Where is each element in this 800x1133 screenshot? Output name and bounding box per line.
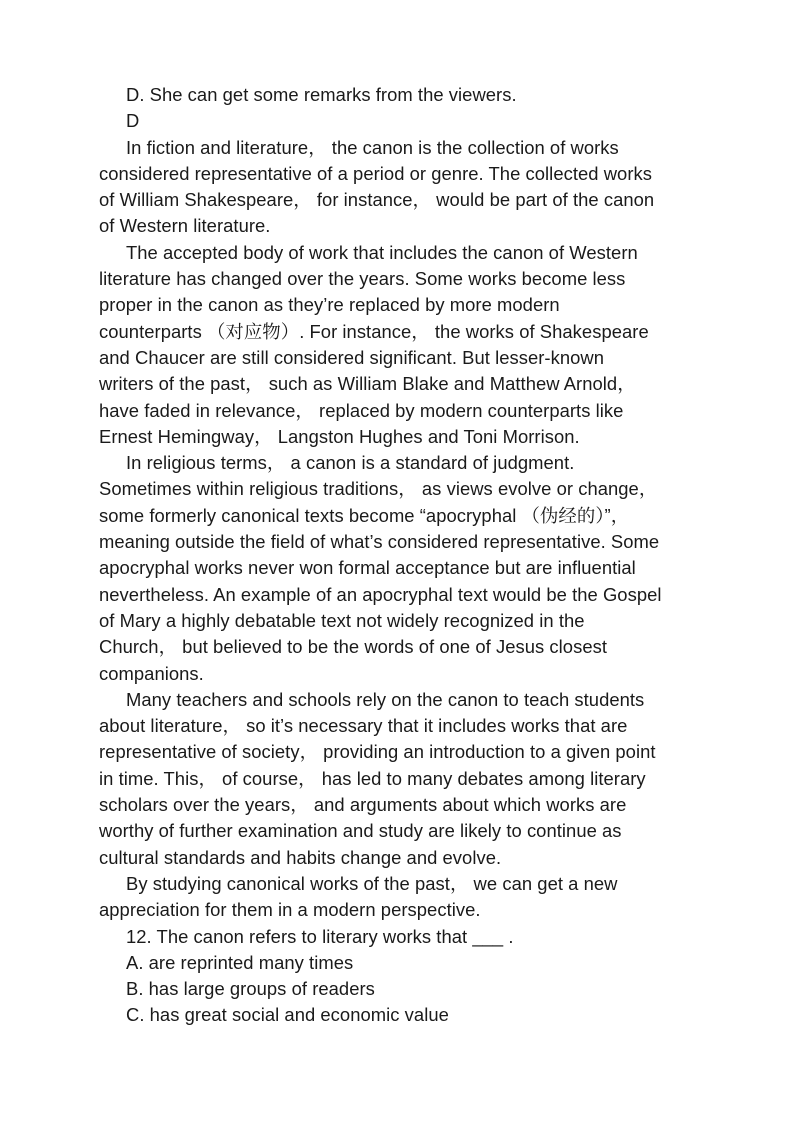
paragraph-line: proper in the canon as they’re replaced by more modern bbox=[99, 294, 560, 316]
paragraph-line: counterparts （对应物）. For instance， the works of Shakespeare bbox=[99, 320, 649, 342]
question-12 bbox=[99, 924, 705, 1029]
paragraph-line: in time. This， of course， has led to many debates among literary bbox=[99, 767, 646, 789]
paragraph-2 bbox=[99, 240, 705, 450]
paragraph-line: Sometimes within religious traditions， as views evolve or change， bbox=[99, 478, 658, 500]
paragraph-line: apocryphal works never won formal acceptance but are influential bbox=[99, 557, 636, 579]
paragraph-line: literature has changed over the years. Some works become less bbox=[99, 268, 626, 290]
paragraph-line: of Western literature. bbox=[99, 215, 271, 237]
paragraph-line: appreciation for them in a modern perspective. bbox=[99, 899, 481, 921]
paragraph-4 bbox=[99, 687, 705, 871]
paragraph-line: Church， but believed to be the words of one of Jesus closest bbox=[99, 636, 608, 658]
paragraph-line: In fiction and literature， the canon is the collection of works bbox=[126, 136, 619, 158]
paragraph-line: of Mary a highly debatable text not widely recognized in the bbox=[99, 609, 585, 631]
paragraph-3 bbox=[99, 450, 705, 687]
paragraph-line: scholars over the years， and arguments about which works are bbox=[99, 794, 627, 816]
question-option-b: B. has large groups of readers bbox=[126, 978, 375, 1000]
document-page bbox=[99, 82, 705, 1029]
paragraph-line: By studying canonical works of the past， we can get a new bbox=[126, 872, 618, 894]
paragraph-line: considered representative of a period or genre. The collected works bbox=[99, 162, 652, 184]
question-option-a: A. are reprinted many times bbox=[126, 951, 354, 973]
question-stem: 12. The canon refers to literary works that ___ . bbox=[126, 925, 514, 947]
paragraph-line: The accepted body of work that includes the canon of Western bbox=[126, 241, 638, 263]
paragraph-line: worthy of further examination and study are likely to continue as bbox=[99, 820, 622, 842]
paragraph-line: In religious terms， a canon is a standard of judgment. bbox=[126, 452, 575, 474]
paragraph-line: some formerly canonical texts become “apocryphal （伪经的）”， bbox=[99, 504, 630, 526]
paragraph-line: of William Shakespeare， for instance， would be part of the canon bbox=[99, 189, 655, 211]
paragraph-line: cultural standards and habits change and evolve. bbox=[99, 846, 502, 868]
paragraph-line: Many teachers and schools rely on the canon to teach students bbox=[126, 688, 645, 710]
paragraph-line: writers of the past， such as William Blake and Matthew Arnold， bbox=[99, 373, 636, 395]
paragraph-line: companions. bbox=[99, 662, 204, 684]
paragraph-1 bbox=[99, 135, 705, 240]
paragraph-line: and Chaucer are still considered significant. But lesser-known bbox=[99, 346, 605, 368]
paragraph-line: representative of society， providing an introduction to a given point bbox=[99, 741, 656, 763]
paragraph-line: about literature， so it’s necessary that it includes works that are bbox=[99, 715, 628, 737]
previous-question-option-d: D. She can get some remarks from the viewers. bbox=[126, 84, 517, 105]
paragraph-line: have faded in relevance， replaced by modern counterparts like bbox=[99, 399, 624, 421]
paragraph-5 bbox=[99, 871, 705, 924]
passage-label: D bbox=[126, 110, 140, 132]
paragraph-line: Ernest Hemingway， Langston Hughes and Toni Morrison. bbox=[99, 425, 580, 447]
paragraph-line: nevertheless. An example of an apocryphal text would be the Gospel bbox=[99, 583, 662, 605]
paragraph-line: meaning outside the field of what’s considered representative. Some bbox=[99, 531, 660, 553]
question-option-c: C. has great social and economic value bbox=[126, 1004, 449, 1026]
